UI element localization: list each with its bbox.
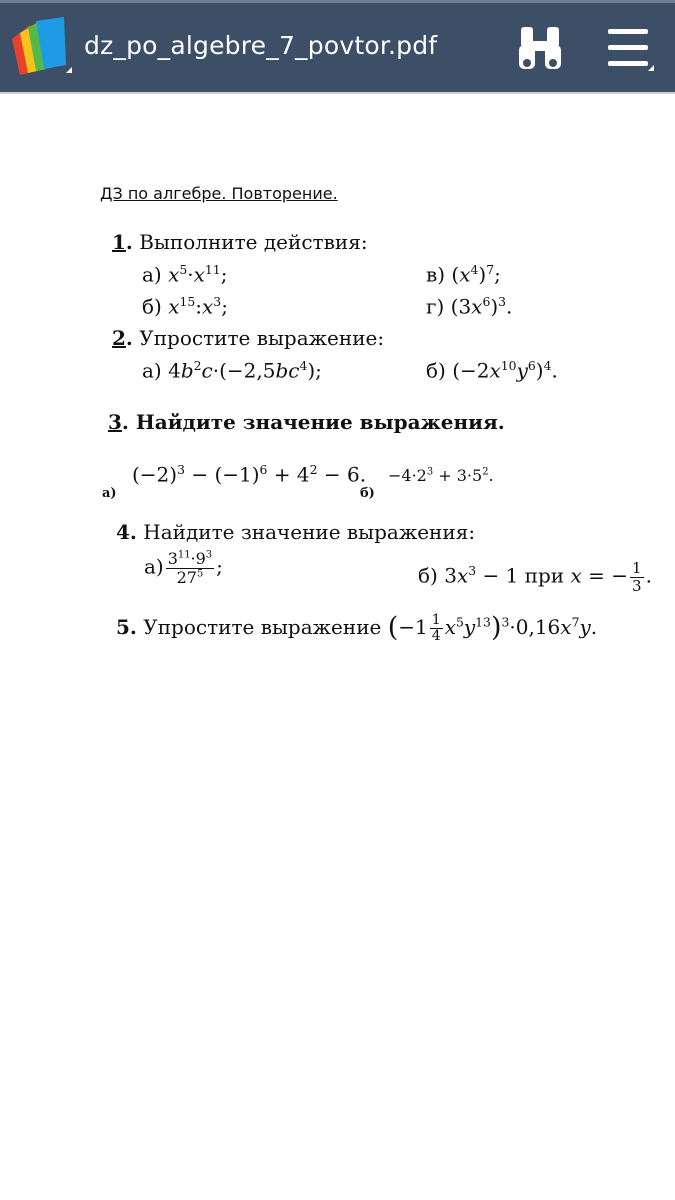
task-2a: а) $4b^2c\cdot(-2,5bc^4)$; (142, 358, 322, 383)
task-3-heading: 3. Найдите значение выражения. (108, 410, 505, 434)
app-logo-icon[interactable] (8, 13, 76, 77)
task-3a: $(-2)^3 - (-1)^6 + 4^2 - 6$. (132, 462, 367, 487)
task-1b: б) $x^{15}:x^3$; (142, 294, 228, 319)
toolbar (0, 0, 675, 92)
task-5: 5. Упростите выражение (−1 $\frac{1}{4}$ $x^5y^{13})^3\cdot 0,16x^7y$. (116, 611, 598, 644)
task-3a-label: а) (102, 486, 117, 501)
hamburger-menu-icon[interactable] (604, 25, 656, 73)
task-1g: г) $(3x^6)^3$. (426, 294, 513, 319)
document-filename: dz_po_algebre_7_povtor.pdf (84, 31, 438, 60)
task-4-heading: 4. Найдите значение выражения: (116, 520, 476, 544)
task-1a: а) $x^5\cdot x^{11}$; (142, 262, 228, 287)
task-4a: а) $\frac{3^{11}\cdot 9^3}{27^5}$ ; (144, 549, 223, 587)
task-1-heading: 1. Выполните действия: (112, 230, 368, 254)
task-4b: б) $3x^3 - 1$ при x = − $\frac{1}{3}$ . (418, 559, 652, 595)
task-3b: $-4\cdot 2^3 + 3\cdot 5^2$. (388, 466, 494, 485)
task-1v: в) $(x^4)^7$; (426, 262, 501, 287)
pdf-page[interactable] (0, 94, 675, 1200)
document-heading: ДЗ по алгебре. Повторение. (100, 184, 338, 203)
task-2b: б) $(-2x^{10}y^6)^4$. (426, 358, 558, 383)
task-3b-label: б) (360, 486, 375, 501)
task-2-heading: 2. Упростите выражение: (112, 326, 385, 350)
binoculars-icon[interactable] (516, 25, 564, 73)
